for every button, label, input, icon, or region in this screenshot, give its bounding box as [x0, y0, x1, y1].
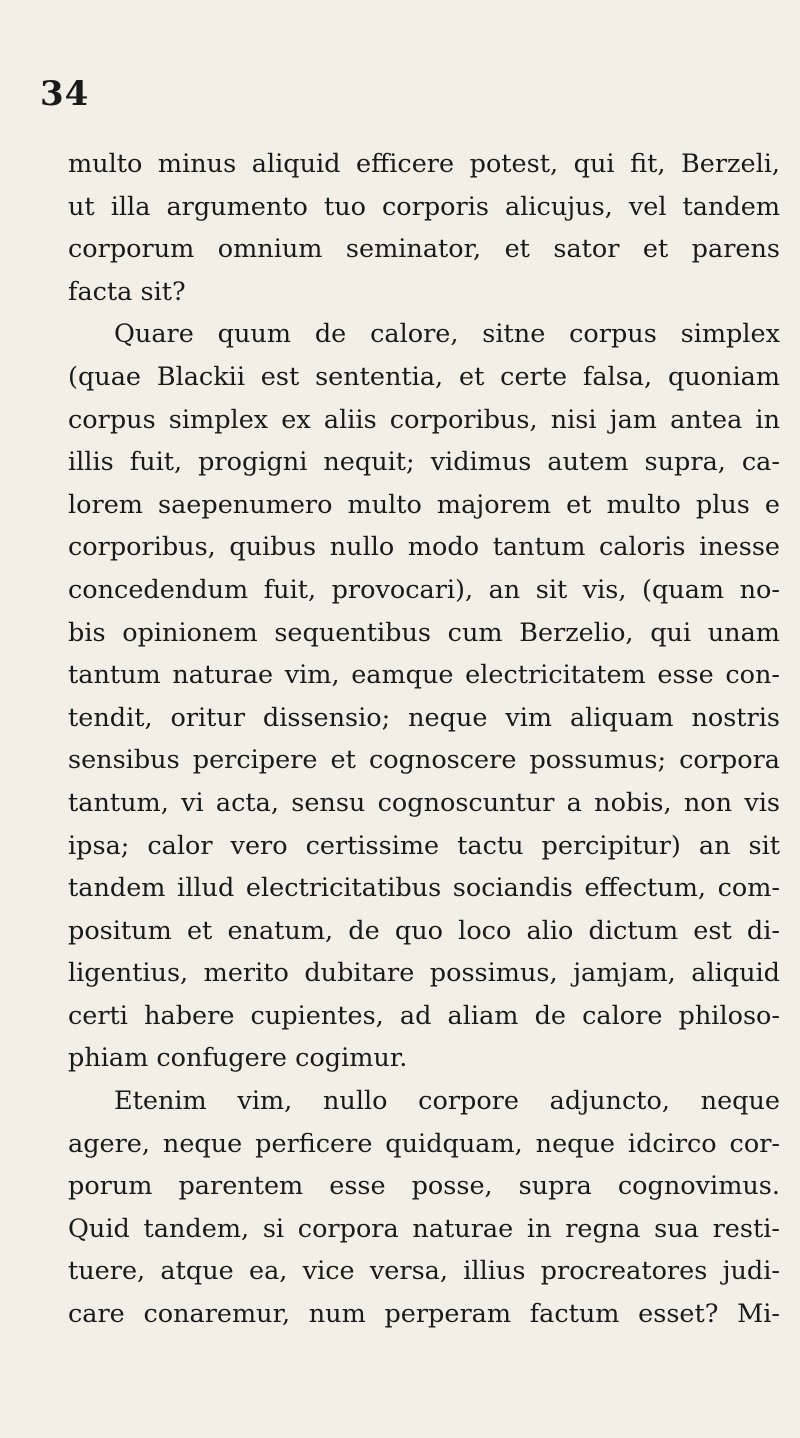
- text-line: corporum omnium seminator, et sator et parens: [68, 234, 780, 265]
- text-line: facta sit?: [68, 276, 186, 307]
- text-line: care conaremur, num perperam factum esset? Mi-: [68, 1299, 780, 1330]
- text-line: tantum naturae vim, eamque electricitatem esse con-: [68, 660, 780, 691]
- text-line: Quid tandem, si corpora naturae in regna sua resti-: [68, 1213, 780, 1244]
- text-line: porum parentem esse posse, supra cognovimus.: [68, 1171, 780, 1202]
- page-number: 34: [40, 74, 90, 114]
- text-line: concedendum fuit, provocari), an sit vis, (quam no-: [68, 574, 780, 605]
- text-line: (quae Blackii est sententia, et certe falsa, quoniam: [68, 361, 780, 392]
- text-line: corpus simplex ex aliis corporibus, nisi jam antea in: [68, 404, 780, 435]
- text-line: tendit, oritur dissensio; neque vim aliquam nostris: [68, 702, 780, 733]
- text-line: positum et enatum, de quo loco alio dictum est di-: [68, 915, 780, 946]
- text-line: Etenim vim, nullo corpore adjuncto, neque: [114, 1086, 780, 1117]
- text-line: sensibus percipere et cognoscere possumus; corpora: [68, 745, 780, 776]
- text-line: ut illa argumento tuo corporis alicujus, vel tandem: [68, 191, 780, 222]
- text-line: multo minus aliquid efficere potest, qui fit, Berzeli,: [68, 149, 780, 179]
- text-line: tandem illud electricitatibus sociandis effectum, com-: [68, 873, 780, 904]
- text-line: phiam confugere cogimur.: [68, 1043, 408, 1074]
- body-text: [68, 143, 780, 1336]
- text-line: illis fuit, progigni nequit; vidimus autem supra, ca-: [68, 447, 780, 478]
- text-line: Quare quum de calore, sitne corpus simplex: [114, 319, 780, 350]
- text-line: corporibus, quibus nullo modo tantum caloris inesse: [68, 532, 780, 563]
- text-line: tuere, atque ea, vice versa, illius procreatores judi-: [68, 1256, 780, 1287]
- text-line: lorem saepenumero multo majorem et multo plus e: [68, 489, 780, 520]
- text-line: tantum, vi acta, sensu cognoscuntur a nobis, non vis: [68, 787, 780, 818]
- text-line: ipsa; calor vero certissime tactu percipitur) an sit: [68, 830, 780, 861]
- text-line: certi habere cupientes, ad aliam de calore philoso-: [68, 1000, 780, 1031]
- text-line: ligentius, merito dubitare possimus, jamjam, aliquid: [68, 958, 780, 989]
- text-line: agere, neque perficere quidquam, neque idcirco cor-: [68, 1128, 780, 1159]
- text-line: bis opinionem sequentibus cum Berzelio, qui unam: [68, 617, 780, 648]
